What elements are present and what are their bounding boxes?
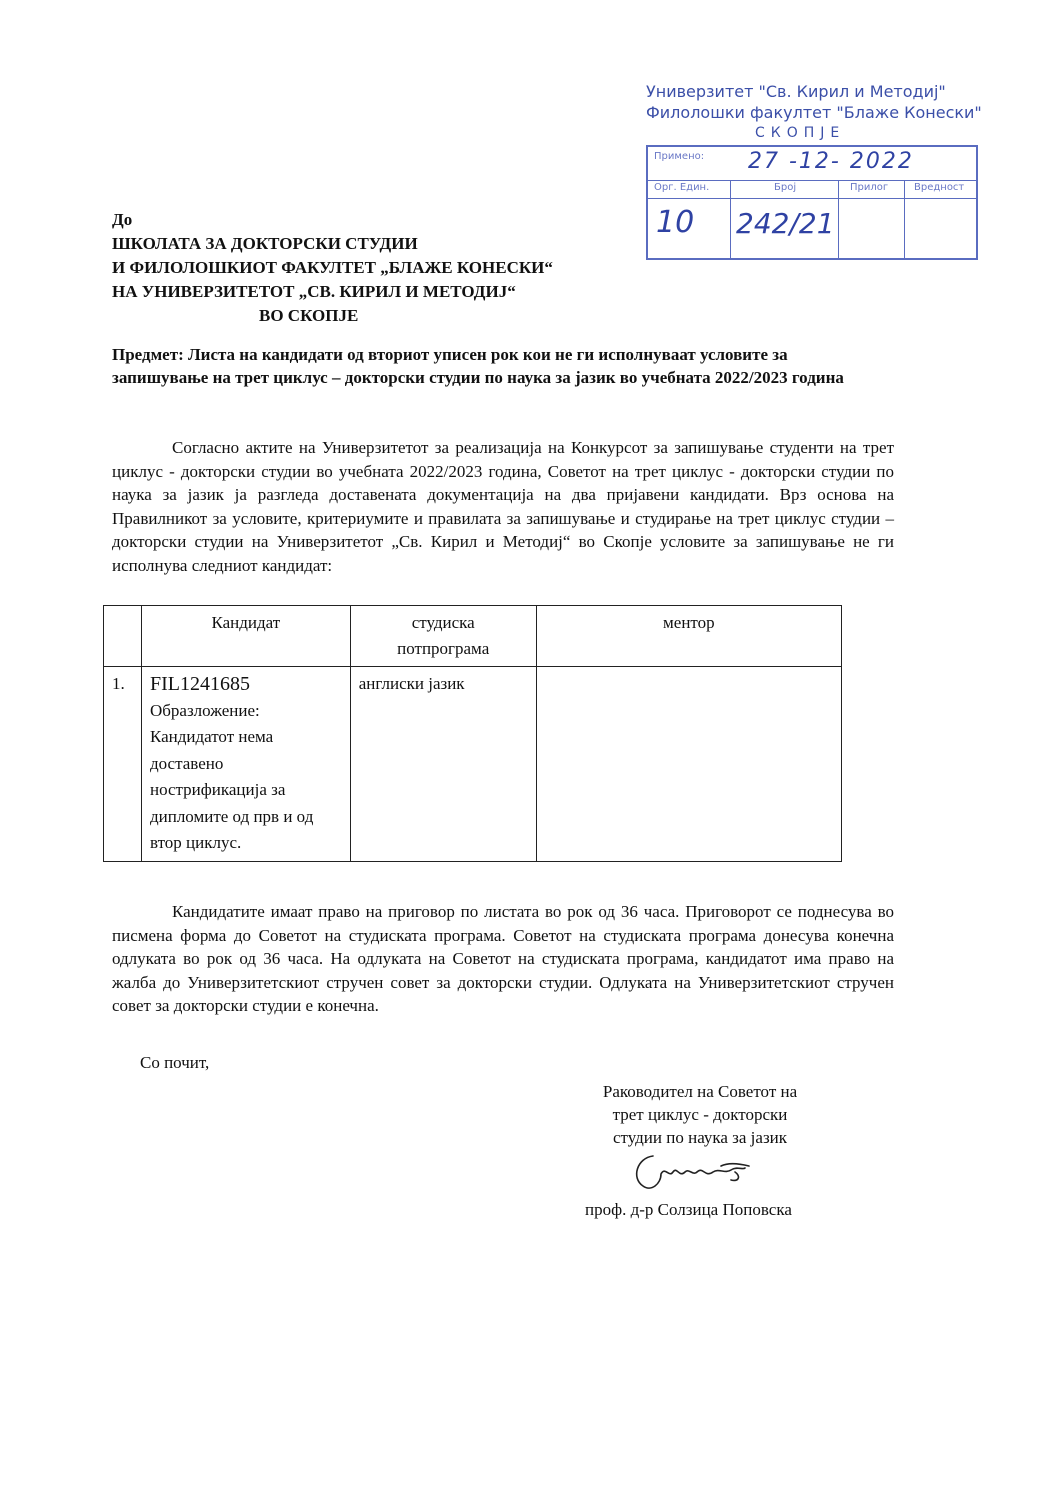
stamp-university-line: Универзитет "Св. Кирил и Методиј" [646,82,946,101]
stamp-faculty-line: Филолошки факултет "Блаже Конески" [646,103,982,122]
registry-stamp [640,80,985,265]
stamp-col-attachment: Прилог [850,182,889,193]
table-header-number [104,606,142,667]
table-header-mentor: ментор [536,606,841,667]
stamp-divider [838,180,839,258]
candidate-cell [141,667,350,862]
stamp-divider [904,180,905,258]
stamp-received-label: Примено: [654,151,705,162]
address-to: До [112,210,133,229]
subprogram-cell: англиски јазик [350,667,536,862]
signature-title [575,1080,825,1149]
signature-title-line: Раководител на Советот на [602,1082,798,1101]
address-line: И ФИЛОЛОШКИОТ ФАКУЛТЕТ „БЛАЖЕ КОНЕСКИ“ [112,258,553,277]
stamp-col-org: Орг. Един. [654,182,710,193]
candidate-id: FIL1241685 [149,673,250,695]
candidates-table [103,605,842,862]
address-line: ВО СКОПЈЕ [259,306,359,325]
table-header-subprogram: студиска потпрограма [350,606,536,667]
stamp-col-value: Вредност [914,182,965,193]
recipient-address [112,208,553,328]
stamp-header-row [648,180,976,199]
table-row [104,667,842,862]
body-paragraph: Согласно актите на Универзитетот за реализација на Конкурсот за запишување студенти на трет циклус - докторски студии во учебната 2022/2023 година, Советот на трет циклус - докторски студии по наука за јазик ја разгледа доставената документација на два пријавени кандидати. Врз основа на Правилникот за условите, критериумите и правилата за запишување и студирање на трет циклус студии – докторски студии на Универзитетот „Св. Кирил и Методиј“ во Скопје условите за запишување не ги исполнува следниот кандидат: [112,438,894,575]
body-paragraph: Кандидатите имаат право на приговор по листата во рок од 36 часа. Приговорот се поднесува во писмена форма до Советот на студиската програма. Советот на студиската програма донесува конечна одлуката во рок од 36 часа. На одлуката на Советот на студиската програма, кандидатот има право на жалба до Универзитетскиот стручен совет за докторски студии. Одлуката на Универзитетскиот стручен совет за докторски студии е конечна. [112,902,894,1015]
reason-text: Кандидатот нема доставено нострификација за дипломите од прв и од втор циклус. [149,727,314,852]
stamp-received-row [648,147,976,181]
mentor-cell [536,667,841,862]
closing-greeting: Со почит, [140,1053,210,1072]
table-header-row [104,606,842,667]
stamp-org-value: 10 [656,205,695,240]
reason-label: Образложение: [149,700,260,720]
stamp-city-line: СКОПЈЕ [755,125,846,141]
stamp-divider [730,180,731,258]
address-line: НА УНИВЕРЗИТЕТОТ „СВ. КИРИЛ И МЕТОДИЈ“ [112,282,516,301]
table-header-candidate: Кандидат [141,606,350,667]
row-number: 1. [104,667,142,862]
signature-title-line: студии по наука за јазик [612,1128,788,1147]
handwritten-signature [625,1148,765,1198]
address-line: ШКОЛАТА ЗА ДОКТОРСКИ СТУДИИ [112,234,418,253]
stamp-received-date: 27 -12- 2022 [748,149,914,174]
subject-line: Предмет: Листа на кандидати од вториот уписен рок кои не ги исполнуваат условите за запишување на трет циклус – докторски студии по наука за јазик во учебната 2022/2023 година [112,345,844,387]
signature-title-line: трет циклус - докторски [612,1105,788,1124]
signatory-name: проф. д-р Солзица Поповска [585,1200,792,1219]
stamp-number-value: 242/21 [736,207,835,240]
stamp-grid [646,145,978,260]
stamp-col-number: Број [774,182,797,193]
